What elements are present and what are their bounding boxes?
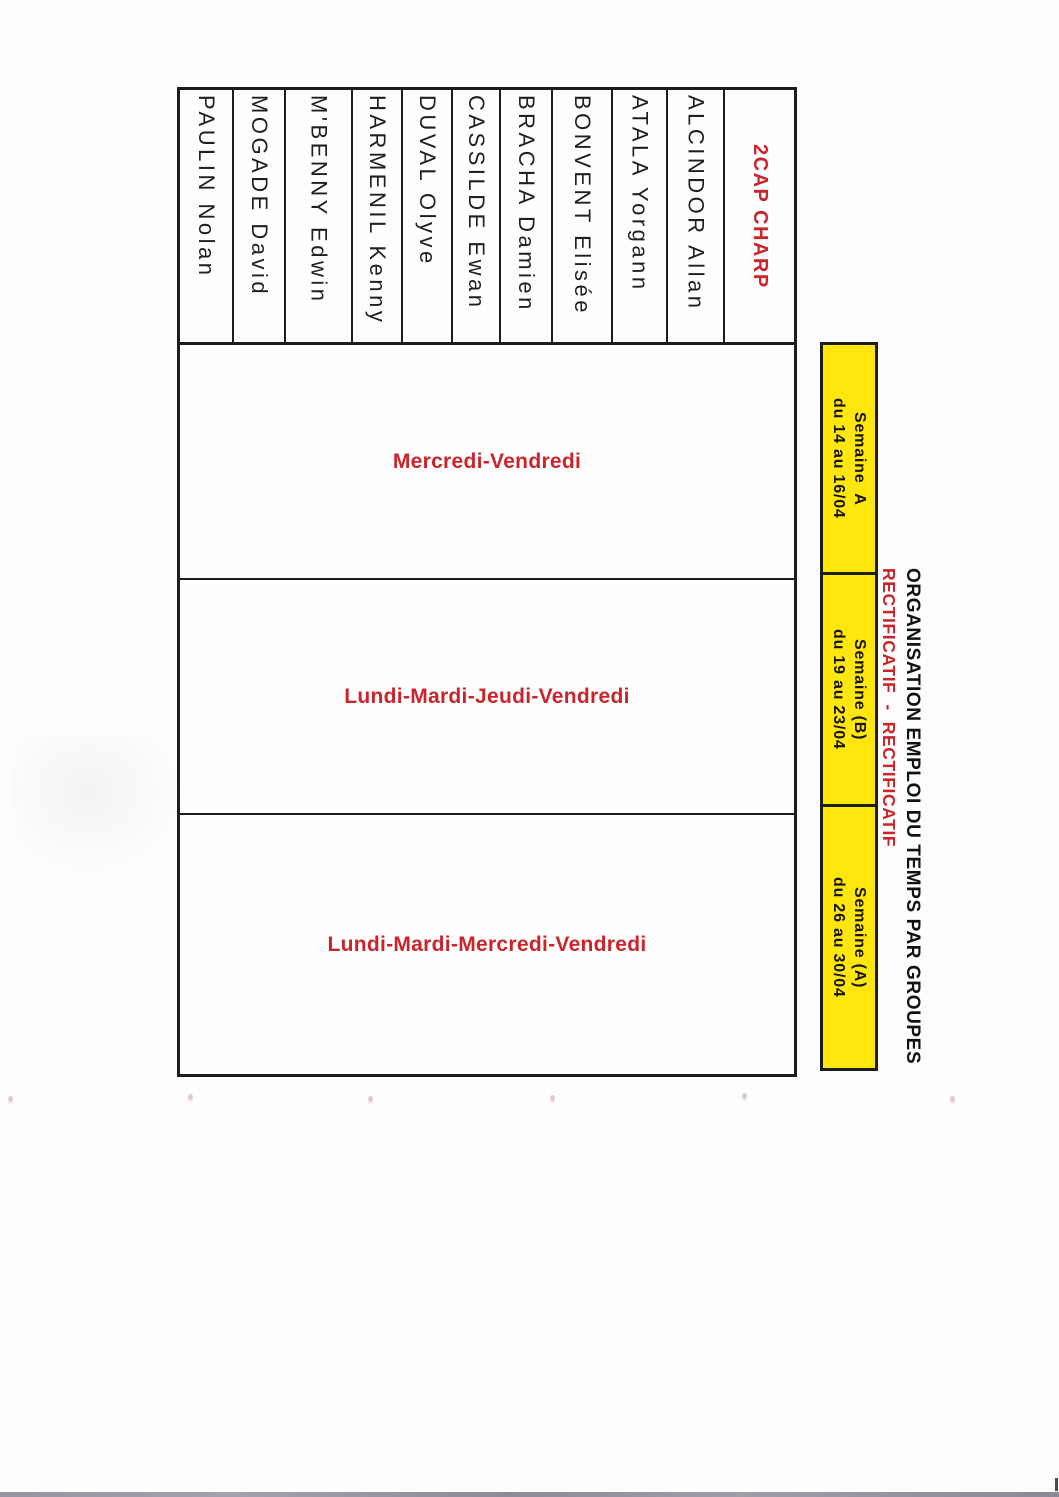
- student-name: ALCINDOR Allan: [683, 95, 709, 312]
- scan-speck: [368, 1096, 373, 1102]
- scan-smudge-artifact: [12, 735, 182, 875]
- week-cell: [820, 572, 878, 807]
- scan-speck: [188, 1094, 193, 1100]
- student-name: BRACHA Damien: [514, 95, 539, 313]
- document-subtitle: RECTIFICATIF - RECTIFICATIF: [879, 568, 899, 848]
- scan-corner-mark: [1055, 1478, 1058, 1491]
- student-name: PAULIN Nolan: [194, 95, 219, 279]
- week-cell: [820, 342, 878, 575]
- student-name-cell: [286, 90, 353, 342]
- student-name: M'BENNY Edwin: [306, 95, 332, 305]
- group-schedule-rows: [180, 345, 794, 1074]
- class-header-cell: [725, 90, 794, 342]
- student-name-cell: [180, 90, 234, 342]
- group-days-label: Mercredi-Vendredi: [392, 449, 582, 473]
- student-name: MOGADE David: [247, 95, 272, 298]
- student-name-cell: [553, 90, 613, 342]
- scan-speck: [742, 1093, 747, 1099]
- week-text: [828, 398, 870, 519]
- student-name-cell: [613, 90, 668, 342]
- week-cell: [820, 804, 878, 1071]
- group-days-cell: [180, 345, 794, 578]
- week-dates: du 14 au 16/04: [830, 398, 847, 519]
- group-days-label: Lundi-Mardi-Mercredi-Vendredi: [327, 932, 647, 956]
- class-label: 2CAP CHARP: [749, 143, 771, 289]
- scan-speck: [550, 1095, 555, 1101]
- student-names-band: [180, 90, 794, 345]
- group-days-cell: [180, 813, 794, 1074]
- week-dates: du 26 au 30/04: [830, 877, 847, 998]
- student-name-cell: [668, 90, 725, 342]
- scan-speck: [8, 1096, 13, 1102]
- student-name-cell: [501, 90, 553, 342]
- scan-speck: [950, 1096, 955, 1102]
- student-name: BONVENT Elisée: [570, 95, 595, 316]
- student-name: DUVAL Olyve: [415, 95, 440, 267]
- student-name: CASSILDE Ewan: [464, 95, 489, 311]
- group-days-label: Lundi-Mardi-Jeudi-Vendredi: [344, 684, 630, 708]
- timetable-grid: [177, 87, 797, 1077]
- student-name-cell: [453, 90, 501, 342]
- student-name: HARMENIL Kenny: [365, 95, 390, 326]
- student-name-cell: [403, 90, 453, 342]
- document-title-block: [878, 568, 925, 1064]
- document-title: ORGANISATION EMPLOI DU TEMPS PAR GROUPES: [902, 568, 923, 1065]
- week-label: Semaine (B): [851, 638, 868, 741]
- scan-edge-bar: [0, 1492, 1059, 1497]
- student-name: ATALA Yorgann: [627, 95, 653, 293]
- week-text: [828, 877, 870, 998]
- group-days-cell: [180, 578, 794, 813]
- week-text: [828, 629, 870, 750]
- weeks-column: [820, 342, 878, 1071]
- week-label: Semaine (A): [851, 886, 868, 989]
- week-dates: du 19 au 23/04: [830, 629, 847, 750]
- student-name-cell: [234, 90, 286, 342]
- student-name-cell: [353, 90, 403, 342]
- week-label: Semaine A: [851, 411, 868, 506]
